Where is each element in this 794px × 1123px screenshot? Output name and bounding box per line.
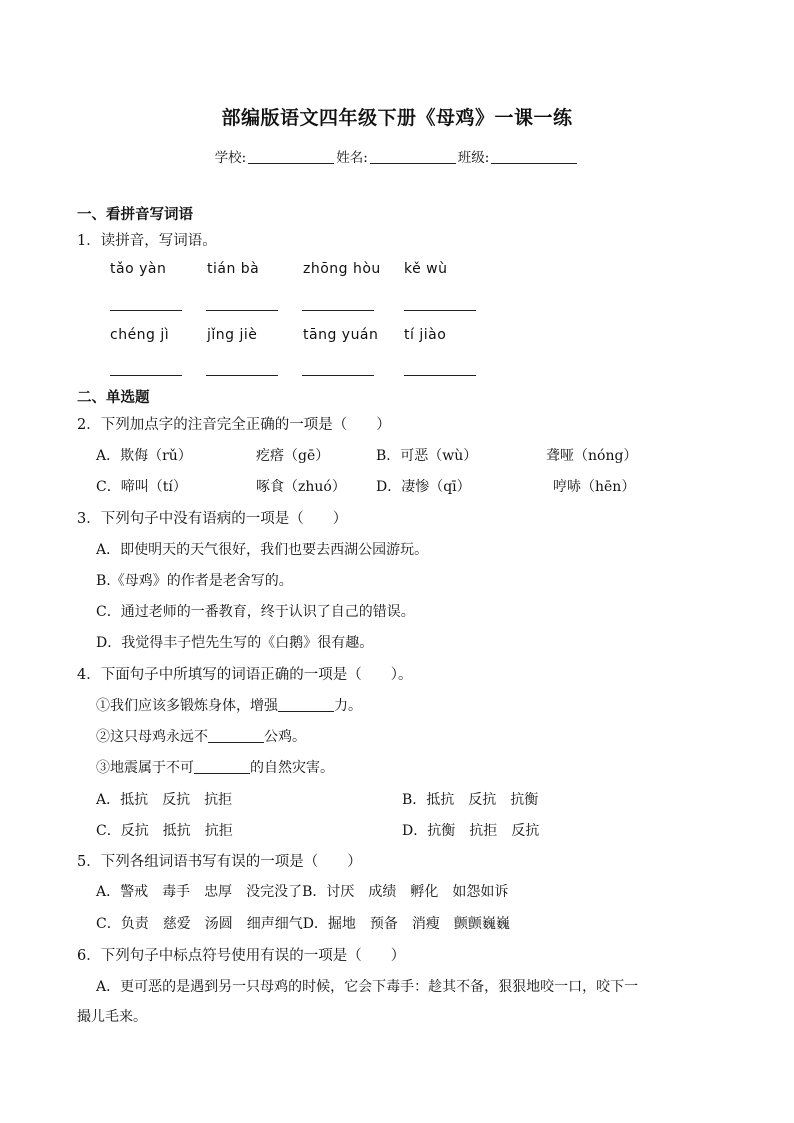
section-heading-single-choice: 二、单选题 [77,389,150,406]
q6-option-a[interactable]: A．更可恶的是遇到另一只母鸡的时候，它会下毒手：趁其不备，狠狠地咬一口，咬下一 [96,979,639,995]
q4-option-a[interactable]: A．抵抗 反抗 抗拒 [96,792,233,808]
pinyin-5: chéng jì [110,327,170,343]
q4-fill-blank-3[interactable] [194,759,250,774]
page-title: 部编版语文四年级下册《母鸡》一课一练 [221,107,573,129]
answer-blank-7[interactable] [302,375,374,376]
q2-option-c[interactable]: C．啼叫（tí） [96,479,187,495]
pinyin-7: tāng yuán [303,327,379,343]
pinyin-1: tǎo yàn [110,261,167,277]
name-label: 姓名: [336,150,368,166]
question-1-stem: 1．读拼音，写词语。 [77,233,217,249]
q2-option-b-word2: 聋哑（nóng） [546,448,638,464]
question-6-stem: 6．下列句子中标点符号使用有误的一项是（ ） [77,948,406,964]
answer-blank-5[interactable] [110,375,182,376]
q3-option-c[interactable]: C．通过老师的一番教育，终于认识了自己的错误。 [96,604,415,620]
pinyin-8: tí jiào [404,327,447,343]
q4-fill-blank-2[interactable] [208,728,264,743]
question-4-stem: 4．下面句子中所填写的词语正确的一项是（ ）。 [77,667,413,683]
answer-blank-4[interactable] [404,310,476,311]
q2-option-c-word2: 啄食（zhuó） [256,479,346,495]
q4-option-d[interactable]: D．抗衡 抗拒 反抗 [402,823,540,839]
section-heading-pinyin: 一、看拼音写词语 [77,206,193,223]
q2-option-a-word2: 疙瘩（gē） [256,448,330,464]
q5-options-cd[interactable]: C．负责 慈爱 汤圆 细声细气D．掘地 预备 消瘦 颤颤巍巍 [96,916,510,932]
pinyin-4: kě wù [404,261,448,277]
answer-blank-3[interactable] [302,310,374,311]
answer-blank-6[interactable] [206,375,278,376]
question-2-stem: 2．下列加点字的注音完全正确的一项是（ ） [77,417,391,433]
q4-sentence-2 [96,726,306,746]
answer-blank-2[interactable] [206,310,278,311]
q4-option-c[interactable]: C．反抗 抵抗 抗拒 [96,823,233,839]
q5-options-ab[interactable]: A．警戒 毒手 忠厚 没完没了B．讨厌 成绩 孵化 如怨如诉 [96,884,509,900]
q4-fill-blank-1[interactable] [278,697,334,712]
pinyin-2: tián bà [207,261,260,277]
q4-sentence-3-end: 的自然灾害。 [250,760,334,776]
q4-sentence-1-end: 力。 [334,698,362,714]
q6-option-a-continued: 撮儿毛来。 [77,1009,147,1025]
class-blank [491,148,577,164]
school-label: 学校: [214,150,247,166]
question-3-stem: 3．下列句子中没有语病的一项是（ ） [77,511,348,527]
q2-option-d[interactable]: D．凄惨（qī） [376,479,471,495]
q2-option-d-word2: 哼哧（hēn） [553,479,636,495]
q4-sentence-3-text: ③地震属于不可 [96,760,194,776]
pinyin-6: jǐng jiè [207,327,258,343]
school-blank [248,148,334,164]
class-label: 班级: [457,150,490,166]
answer-blank-1[interactable] [110,310,182,311]
q2-option-a[interactable]: A．欺侮（rǔ） [96,448,192,464]
q3-option-b[interactable]: B.《母鸡》的作者是老舍写的。 [96,573,293,589]
q3-option-d[interactable]: D．我觉得丰子恺先生写的《白鹅》很有趣。 [96,635,374,651]
q4-sentence-1-text: ①我们应该多锻炼身体，增强 [96,698,278,714]
answer-blank-8[interactable] [404,375,476,376]
q3-option-a[interactable]: A．即使明天的天气很好，我们也要去西湖公园游玩。 [96,542,429,558]
q2-option-b[interactable]: B．可恶（wù） [376,448,478,464]
name-blank [370,148,456,164]
q4-sentence-1 [96,695,362,715]
q4-option-b[interactable]: B．抵抗 反抗 抗衡 [402,792,539,808]
student-info-line [0,146,794,166]
pinyin-3: zhōng hòu [303,261,381,277]
question-5-stem: 5．下列各组词语书写有误的一项是（ ） [77,854,362,870]
q4-sentence-2-end: 公鸡。 [264,729,306,745]
q4-sentence-3 [96,757,334,777]
q4-sentence-2-text: ②这只母鸡永远不 [96,729,208,745]
